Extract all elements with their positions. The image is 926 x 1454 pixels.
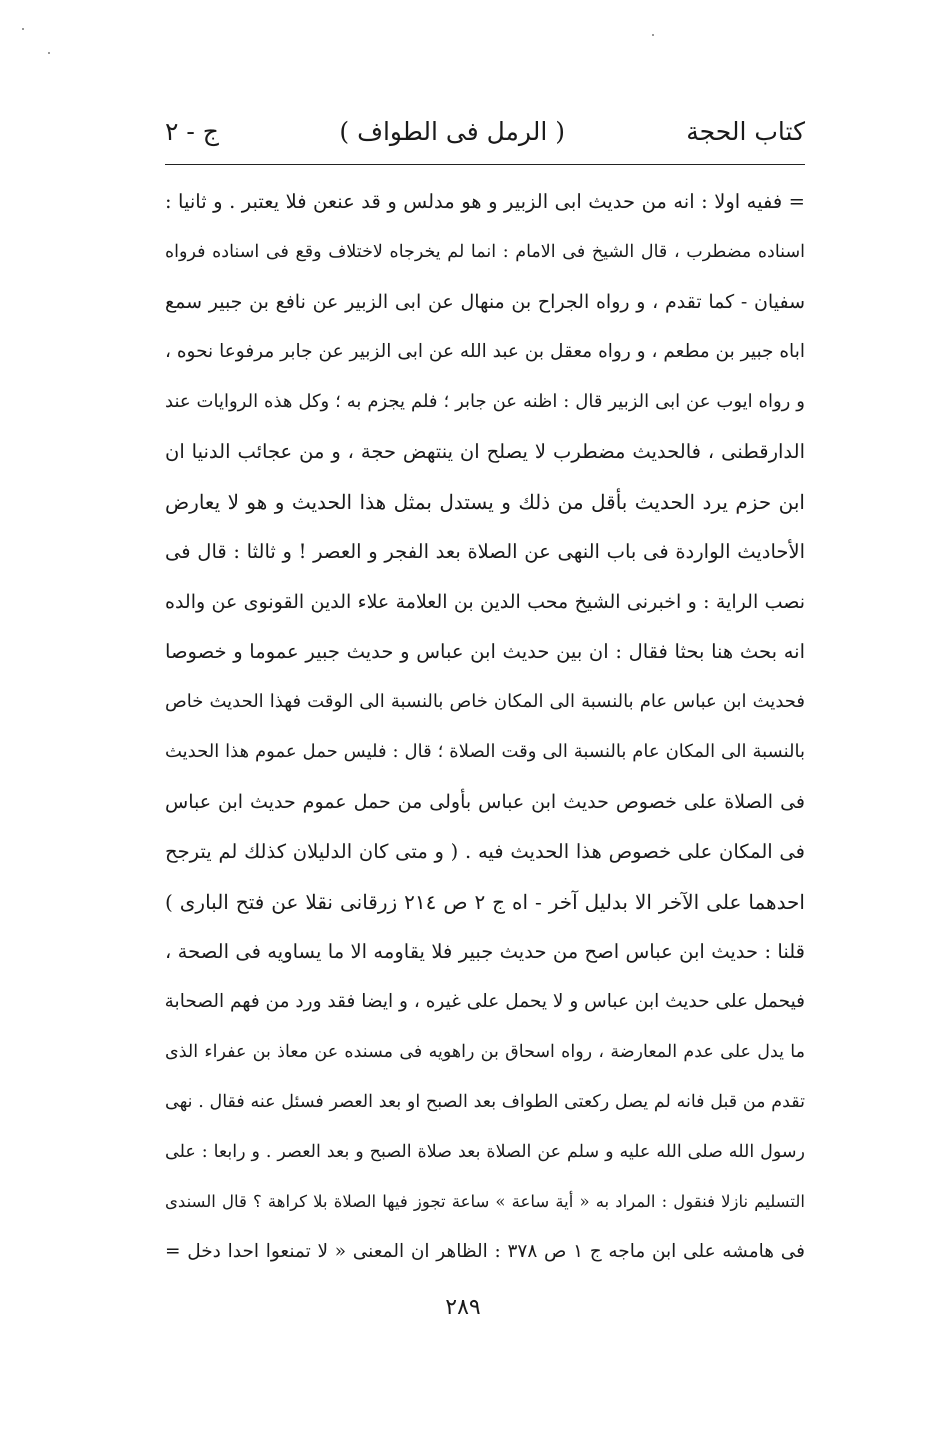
text-line: التسليم نازلا فنقول : المراد به « أية ساعة » ساعة تجوز فيها الصلاة بلا كراهة ؟ قال السندى <box>165 1192 805 1211</box>
text-line: فى الصلاة على خصوص حديث ابن عباس بأولى من حمل عموم حديث ابن عباس <box>165 791 805 813</box>
header-chapter-title: ( الرمل فى الطواف ) <box>339 117 565 146</box>
text-line: الدارقطنى ، فالحديث مضطرب لا يصلح ان ينتهض حجة ، و من عجائب الدنيا ان <box>165 440 805 463</box>
text-line: فى هامشه على ابن ماجه ج ١ ص ٣٧٨ : الظاهر ان المعنى « لا تمنعوا احدا دخل = <box>165 1241 805 1262</box>
scan-speck <box>652 34 654 36</box>
text-line: اباه جبير بن مطعم ، و رواه معقل بن عبد الله عن ابى الزبير عن جابر مرفوعا نحوه ، <box>165 341 805 362</box>
text-line: ما يدل على عدم المعارضة ، رواه اسحاق بن راهويه فى مسنده عن معاذ بن عفراء الذى <box>165 1042 805 1062</box>
text-line: تقدم من قبل فانه لم يصل ركعتى الطواف بعد الصبح او بعد العصر فسئل عنه فقال . نهى <box>165 1092 805 1112</box>
text-line: و رواه ايوب عن ابى الزبير قال : اظنه عن جابر ؛ فلم يجزم به ؛ وكل هذه الروايات عند <box>165 391 805 412</box>
text-line: سفيان - كما تقدم ، و رواه الجراح بن منهال عن ابى الزبير عن نافع بن جبير سمع <box>165 291 805 313</box>
header-rule <box>165 164 805 165</box>
body-text <box>165 177 805 1277</box>
text-line: احدهما على الآخر الا بدليل آخر - اه ج ٢ ص ٢١٤ زرقانى نقلا عن فتح البارى ) <box>165 890 805 914</box>
text-line: نصب الراية : و اخبرنى الشيخ محب الدين بن العلامة علاء الدين القونوى عن والده <box>165 591 805 613</box>
text-line: ابن حزم يرد الحديث بأقل من ذلك و يستدل بمثل هذا الحديث و هو لا يعارض <box>165 490 805 514</box>
running-header <box>165 112 805 162</box>
scan-speck <box>48 52 50 54</box>
text-line: فى المكان على خصوص هذا الحديث فيه . ( و متى كان الدليلان كذلك لم يترجح <box>165 840 805 863</box>
page-number: ٢٨٩ <box>445 1295 481 1320</box>
text-line: رسول الله صلى الله عليه و سلم عن الصلاة بعد صلاة الصبح و بعد العصر . و رابعا : على <box>165 1142 805 1162</box>
header-book-title: كتاب الحجة <box>686 117 805 146</box>
text-line: اسناده مضطرب ، قال الشيخ فى الامام : انما لم يخرجاه لاختلاف وقع فى اسناده فرواه <box>165 242 805 262</box>
text-line: بالنسبة الى المكان عام بالنسبة الى وقت الصلاة ؛ قال : فليس حمل عموم هذا الحديث <box>165 741 805 762</box>
text-line: قلنا : حديث ابن عباس اصح من حديث جبير فلا يقاومه الا ما يساويه فى الصحة ، <box>165 940 805 963</box>
text-line: الأحاديث الواردة فى باب النهى عن الصلاة بعد الفجر و العصر ! و ثالثا : قال فى <box>165 540 805 563</box>
header-volume: ج - ٢ <box>165 117 219 146</box>
text-line: فيحمل على حديث ابن عباس و لا يحمل على غيره ، و ايضا فقد ورد من فهم الصحابة <box>165 991 805 1012</box>
scan-speck <box>22 28 24 30</box>
text-line: = ففيه اولا : انه من حديث ابى الزبير و هو مدلس و قد عنعن فلا يعتبر . و ثانيا : <box>165 190 805 213</box>
text-line: فحديث ابن عباس عام بالنسبة الى المكان خاص بالنسبة الى الوقت فهذا الحديث خاص <box>165 691 805 712</box>
text-line: انه بحث هنا بحثا فقال : ان بين حديث ابن عباس و حديث جبير عموما و خصوصا <box>165 640 805 663</box>
